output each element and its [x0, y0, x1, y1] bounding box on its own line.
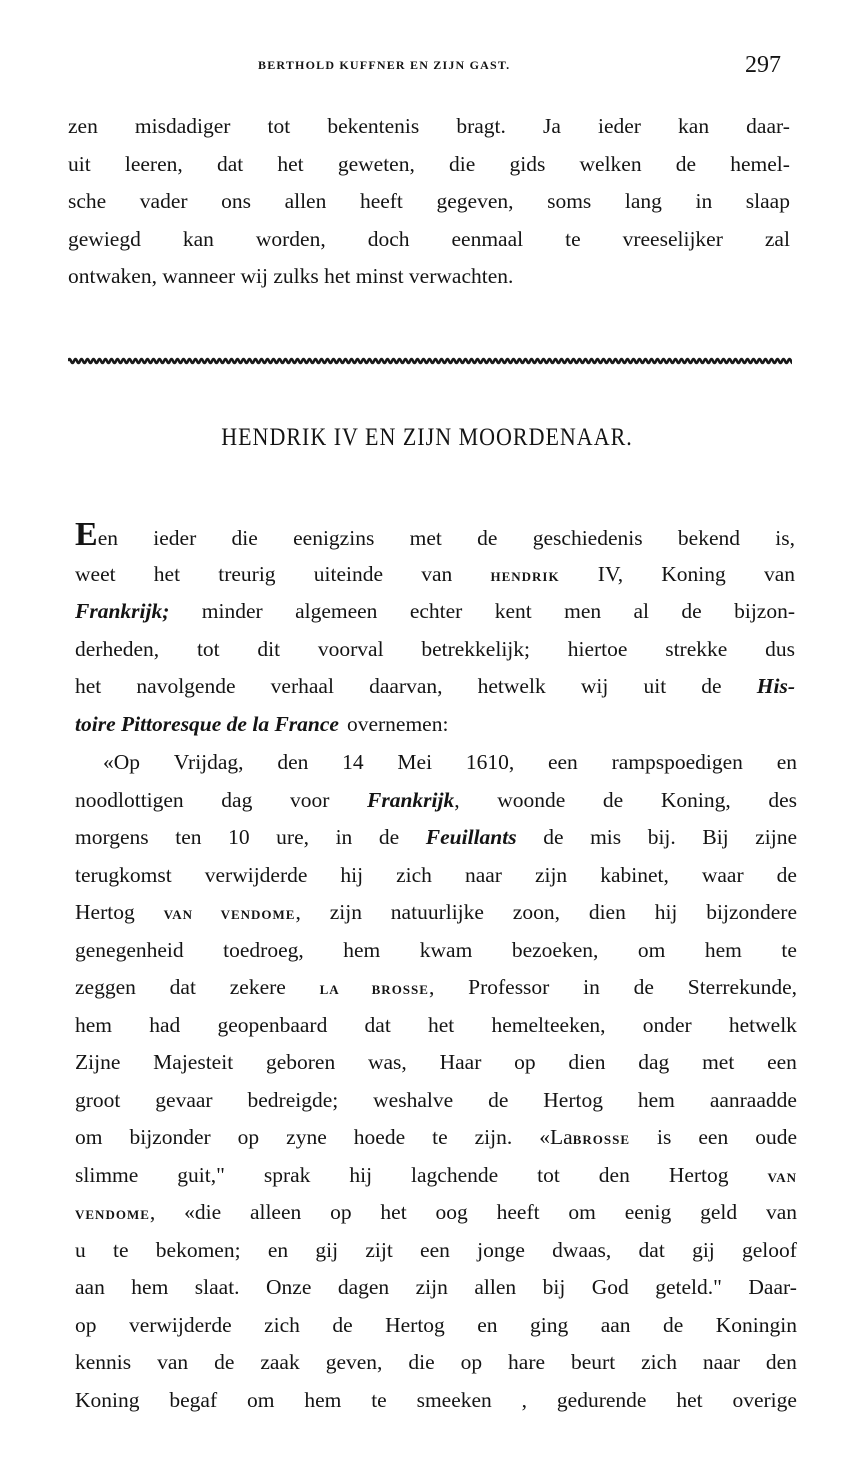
text-line: noodlottigen dag voor Frankrijk, woonde de Koning, des — [75, 787, 798, 812]
text-line: uit leeren, dat het geweten, die gids welken de hemel- — [68, 151, 790, 176]
section-title: HENDRIK IV EN ZIJN MOORDENAAR. — [221, 422, 633, 451]
text-line: hem had geopenbaard dat het hemelteeken, onder hetwelk — [75, 1012, 797, 1037]
text-line: sche vader ons allen heeft gegeven, soms lang in slaap — [68, 189, 790, 213]
text-line: gewiegd kan worden, doch eenmaal te vreeselijker zal — [68, 226, 790, 251]
text-line: genegenheid toedroeg, hem kwam bezoeken, om hem te — [75, 937, 797, 962]
text-line: slimme guit," sprak hij lagchende tot den Hertog VAN — [75, 1162, 797, 1187]
italic-text: Feuillants — [425, 825, 517, 849]
text-line: kennis van de zaak geven, die op hare beurt zich naar den — [75, 1350, 797, 1374]
page-number: 297 — [745, 52, 781, 78]
text-line: zeggen dat zekere LA BROSSE, Professor in de Sterrekunde, — [75, 975, 797, 999]
small-caps-name: BROSSE — [572, 1132, 630, 1147]
small-caps-name: VENDOME — [75, 1207, 150, 1222]
small-caps-name: VAN — [767, 1169, 797, 1185]
italic-text: toire Pittoresque de la France — [75, 711, 339, 736]
running-title: BERTHOLD KUFFNER EN ZIJN GAST. — [258, 58, 511, 72]
wavy-rule-ornament-icon — [68, 356, 792, 366]
drop-cap: E — [75, 516, 98, 553]
text-line: weet het treurig uiteinde van HENDRIK IV, Koning van — [75, 561, 796, 586]
text-line: aan hem slaat. Onze dagen zijn allen bij God geteld." Daar- — [75, 1275, 797, 1299]
text-line: u te bekomen; en gij zijt een jonge dwaas, dat gij geloof — [75, 1237, 797, 1262]
text-line: om bijzonder op zyne hoede te zijn. «LaBROSSE is een oude — [75, 1125, 797, 1149]
italic-text: Frankrijk; — [75, 599, 170, 623]
text-line: Frankrijk; minder algemeen echter kent men al de bijzon- — [75, 599, 795, 623]
text-line: toire Pittoresque de la France overnemen: — [75, 706, 795, 744]
small-caps-name: VAN VENDOME — [163, 907, 296, 922]
text-line: op verwijderde zich de Hertog en ging aan de Koningin — [75, 1312, 797, 1337]
text-line: zen misdadiger tot bekentenis bragt. Ja ieder kan daar- — [68, 114, 790, 138]
text-line: het navolgende verhaal daarvan, hetwelk wij uit de His- — [75, 674, 795, 698]
text-line: terugkomst verwijderde hij zich naar zijn kabinet, waar de — [75, 862, 797, 887]
previous-section-text — [68, 108, 790, 296]
text-line: VENDOME, «die alleen op het oog heeft om eenig geld van — [75, 1200, 797, 1224]
text-line: derheden, tot dit voorval betrekkelijk; hiertoe strekke dus — [75, 636, 795, 661]
text-line: Hertog VAN VENDOME, zijn natuurlijke zoon, dien hij bijzondere — [75, 900, 798, 924]
paragraph-intro — [75, 518, 795, 743]
text-line: morgens ten 10 ure, in de Feuillants de mis bij. Bij zijne — [75, 825, 798, 849]
italic-text: Frankrijk — [367, 787, 455, 812]
italic-text: His- — [756, 674, 795, 698]
paragraph-narrative — [75, 744, 797, 1419]
text-line: ontwaken, wanneer wij zulks het minst verwachten. — [68, 264, 514, 288]
text-line: groot gevaar bedreigde; weshalve de Hertog hem aanraadde — [75, 1087, 797, 1112]
text-line: «Op Vrijdag, den 14 Mei 1610, een rampspoedigen en — [103, 750, 797, 774]
small-caps-name: HENDRIK — [490, 568, 560, 584]
text-line: Zijne Majesteit geboren was, Haar op dien dag met een — [75, 1050, 797, 1074]
small-caps-name: LA BROSSE — [319, 982, 429, 997]
text-line: Een ieder die eenigzins met de geschiedenis bekend is, — [75, 516, 795, 553]
text-line: Koning begaf om hem te smeeken , gedurende het overige — [75, 1387, 797, 1412]
